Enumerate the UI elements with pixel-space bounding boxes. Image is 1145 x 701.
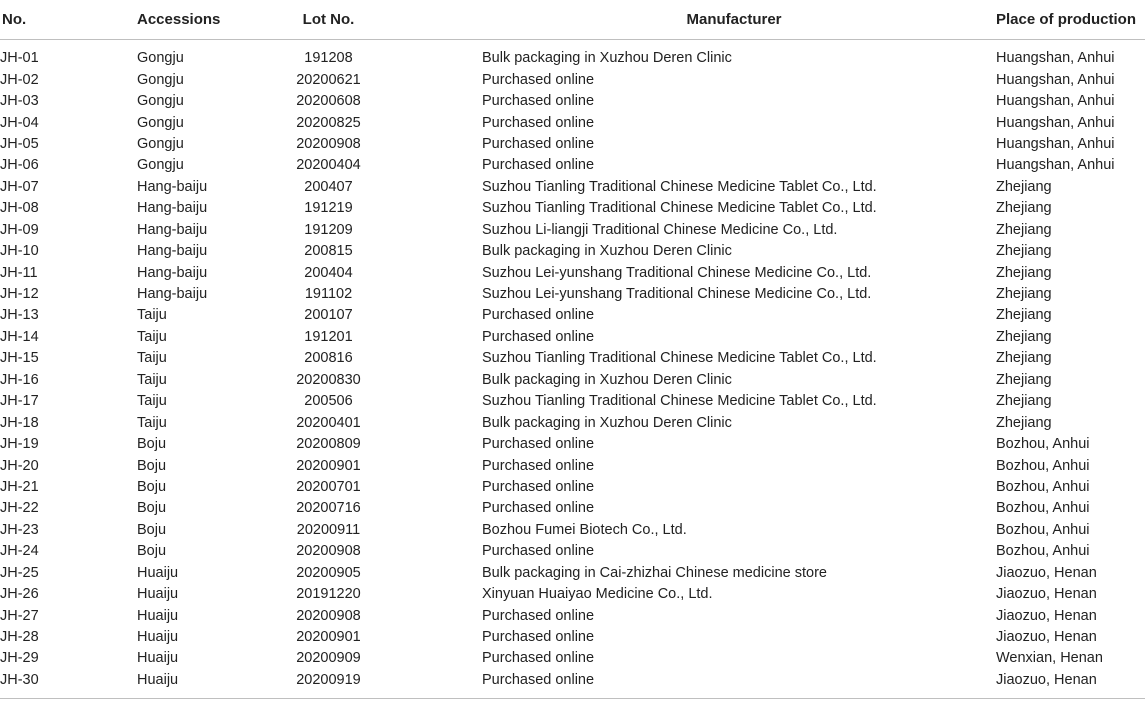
cell-no: JH-05 bbox=[0, 135, 39, 152]
cell-place-of-production: Zhejiang bbox=[996, 243, 1052, 260]
cell-place-of-production: Bozhou, Anhui bbox=[996, 543, 1090, 560]
table-row bbox=[0, 370, 1145, 391]
cell-lot-no: 20200901 bbox=[296, 629, 361, 646]
table-row bbox=[0, 563, 1145, 584]
cell-place-of-production: Huangshan, Anhui bbox=[996, 135, 1115, 152]
cell-accession: Hang-baiju bbox=[137, 200, 208, 217]
cell-no: JH-07 bbox=[0, 178, 39, 195]
cell-no: JH-02 bbox=[0, 71, 39, 88]
cell-lot-no: 200107 bbox=[304, 307, 353, 324]
cell-accession: Huaiju bbox=[137, 586, 179, 603]
cell-no: JH-14 bbox=[0, 328, 39, 345]
cell-accession: Taiju bbox=[137, 307, 167, 324]
table-row bbox=[0, 262, 1145, 283]
cell-manufacturer: Purchased online bbox=[482, 478, 595, 495]
cell-manufacturer: Bulk packaging in Xuzhou Deren Clinic bbox=[482, 243, 732, 260]
table-row bbox=[0, 348, 1145, 369]
column-header-accessions: Accessions bbox=[137, 0, 259, 40]
cell-no: JH-20 bbox=[0, 457, 39, 474]
cell-place-of-production: Jiaozuo, Henan bbox=[996, 629, 1097, 646]
cell-no: JH-01 bbox=[0, 50, 39, 67]
cell-lot-no: 20200401 bbox=[296, 414, 361, 431]
cell-accession: Taiju bbox=[137, 328, 167, 345]
cell-place-of-production: Zhejiang bbox=[996, 200, 1052, 217]
table-row bbox=[0, 391, 1145, 412]
cell-lot-no: 20200809 bbox=[296, 436, 361, 453]
table-row bbox=[0, 284, 1145, 305]
cell-lot-no: 191102 bbox=[304, 286, 353, 303]
cell-place-of-production: Bozhou, Anhui bbox=[996, 457, 1090, 474]
table-row bbox=[0, 91, 1145, 112]
cell-accession: Gongju bbox=[137, 135, 184, 152]
table-header bbox=[0, 0, 1145, 40]
cell-manufacturer: Bulk packaging in Xuzhou Deren Clinic bbox=[482, 50, 732, 67]
cell-no: JH-22 bbox=[0, 500, 39, 517]
table-row bbox=[0, 541, 1145, 562]
cell-manufacturer: Purchased online bbox=[482, 543, 595, 560]
table-row bbox=[0, 670, 1145, 691]
cell-place-of-production: Zhejiang bbox=[996, 178, 1052, 195]
table-row bbox=[0, 477, 1145, 498]
table-row bbox=[0, 177, 1145, 198]
cell-no: JH-19 bbox=[0, 436, 39, 453]
cell-accession: Taiju bbox=[137, 350, 167, 367]
cell-manufacturer: Suzhou Tianling Traditional Chinese Medicine Tablet Co., Ltd. bbox=[482, 393, 877, 410]
cell-no: JH-29 bbox=[0, 650, 39, 667]
cell-no: JH-11 bbox=[0, 264, 38, 281]
cell-manufacturer: Purchased online bbox=[482, 307, 595, 324]
cell-lot-no: 20200908 bbox=[296, 607, 361, 624]
cell-manufacturer: Xinyuan Huaiyao Medicine Co., Ltd. bbox=[482, 586, 713, 603]
cell-no: JH-04 bbox=[0, 114, 39, 131]
cell-no: JH-18 bbox=[0, 414, 39, 431]
cell-lot-no: 20200908 bbox=[296, 135, 361, 152]
header-row bbox=[0, 0, 1145, 40]
cell-manufacturer: Purchased online bbox=[482, 457, 595, 474]
column-header-lot-no: Lot No. bbox=[259, 0, 482, 40]
cell-lot-no: 191208 bbox=[304, 50, 353, 67]
table-row bbox=[0, 412, 1145, 433]
cell-accession: Taiju bbox=[137, 414, 167, 431]
cell-no: JH-28 bbox=[0, 629, 39, 646]
cell-place-of-production: Jiaozuo, Henan bbox=[996, 564, 1097, 581]
cell-lot-no: 20200908 bbox=[296, 543, 361, 560]
cell-lot-no: 20200716 bbox=[296, 500, 361, 517]
cell-no: JH-15 bbox=[0, 350, 39, 367]
cell-no: JH-10 bbox=[0, 243, 39, 260]
cell-manufacturer: Purchased online bbox=[482, 135, 595, 152]
column-header-no: No. bbox=[0, 0, 137, 40]
cell-no: JH-23 bbox=[0, 521, 39, 538]
cell-manufacturer: Purchased online bbox=[482, 93, 595, 110]
cell-place-of-production: Huangshan, Anhui bbox=[996, 157, 1115, 174]
cell-accession: Hang-baiju bbox=[137, 264, 208, 281]
cell-place-of-production: Zhejiang bbox=[996, 350, 1052, 367]
cell-lot-no: 20200919 bbox=[296, 671, 361, 688]
table-row bbox=[0, 605, 1145, 626]
cell-manufacturer: Purchased online bbox=[482, 500, 595, 517]
cell-accession: Boju bbox=[137, 436, 167, 453]
cell-lot-no: 20200830 bbox=[296, 371, 361, 388]
cell-place-of-production: Zhejiang bbox=[996, 221, 1052, 238]
cell-no: JH-30 bbox=[0, 671, 39, 688]
cell-lot-no: 20200621 bbox=[296, 71, 361, 88]
cell-accession: Boju bbox=[137, 478, 167, 495]
table-bottom-rule bbox=[0, 698, 1145, 699]
cell-no: JH-03 bbox=[0, 93, 39, 110]
cell-lot-no: 20200905 bbox=[296, 564, 361, 581]
table-row bbox=[0, 648, 1145, 669]
cell-place-of-production: Zhejiang bbox=[996, 414, 1052, 431]
cell-no: JH-21 bbox=[0, 478, 39, 495]
cell-no: JH-12 bbox=[0, 286, 39, 303]
cell-place-of-production: Huangshan, Anhui bbox=[996, 93, 1115, 110]
cell-accession: Gongju bbox=[137, 71, 184, 88]
cell-place-of-production: Huangshan, Anhui bbox=[996, 114, 1115, 131]
cell-manufacturer: Purchased online bbox=[482, 328, 595, 345]
cell-accession: Huaiju bbox=[137, 650, 179, 667]
cell-manufacturer: Purchased online bbox=[482, 114, 595, 131]
cell-manufacturer: Suzhou Li-liangji Traditional Chinese Medicine Co., Ltd. bbox=[482, 221, 838, 238]
table-row bbox=[0, 455, 1145, 476]
table-row bbox=[0, 40, 1145, 70]
cell-place-of-production: Bozhou, Anhui bbox=[996, 436, 1090, 453]
table-row bbox=[0, 584, 1145, 605]
table-row bbox=[0, 327, 1145, 348]
cell-no: JH-27 bbox=[0, 607, 39, 624]
cell-lot-no: 191209 bbox=[304, 221, 353, 238]
cell-manufacturer: Suzhou Lei-yunshang Traditional Chinese Medicine Co., Ltd. bbox=[482, 264, 872, 281]
table-row bbox=[0, 627, 1145, 648]
table-row bbox=[0, 155, 1145, 176]
cell-lot-no: 20200825 bbox=[296, 114, 361, 131]
cell-no: JH-24 bbox=[0, 543, 39, 560]
cell-accession: Gongju bbox=[137, 157, 184, 174]
cell-lot-no: 200407 bbox=[304, 178, 353, 195]
cell-accession: Huaiju bbox=[137, 671, 179, 688]
cell-lot-no: 20200909 bbox=[296, 650, 361, 667]
cell-place-of-production: Jiaozuo, Henan bbox=[996, 607, 1097, 624]
cell-no: JH-17 bbox=[0, 393, 39, 410]
cell-accession: Huaiju bbox=[137, 629, 179, 646]
cell-manufacturer: Bozhou Fumei Biotech Co., Ltd. bbox=[482, 521, 687, 538]
table-row bbox=[0, 305, 1145, 326]
column-header-place-of-production: Place of production bbox=[996, 0, 1145, 40]
table-row bbox=[0, 69, 1145, 90]
cell-lot-no: 20200701 bbox=[296, 478, 361, 495]
cell-lot-no: 191201 bbox=[304, 328, 353, 345]
table-row bbox=[0, 434, 1145, 455]
cell-accession: Boju bbox=[137, 543, 167, 560]
cell-accession: Boju bbox=[137, 521, 167, 538]
cell-accession: Hang-baiju bbox=[137, 286, 208, 303]
cell-manufacturer: Suzhou Lei-yunshang Traditional Chinese Medicine Co., Ltd. bbox=[482, 286, 872, 303]
cell-no: JH-26 bbox=[0, 586, 39, 603]
cell-lot-no: 191219 bbox=[304, 200, 353, 217]
cell-manufacturer: Purchased online bbox=[482, 671, 595, 688]
cell-place-of-production: Jiaozuo, Henan bbox=[996, 671, 1097, 688]
cell-manufacturer: Bulk packaging in Cai-zhizhai Chinese medicine store bbox=[482, 564, 827, 581]
cell-manufacturer: Bulk packaging in Xuzhou Deren Clinic bbox=[482, 414, 732, 431]
cell-accession: Boju bbox=[137, 457, 167, 474]
cell-manufacturer: Suzhou Tianling Traditional Chinese Medicine Tablet Co., Ltd. bbox=[482, 178, 877, 195]
cell-manufacturer: Purchased online bbox=[482, 629, 595, 646]
cell-accession: Hang-baiju bbox=[137, 178, 208, 195]
cell-no: JH-08 bbox=[0, 200, 39, 217]
table-row bbox=[0, 241, 1145, 262]
table-body bbox=[0, 40, 1145, 692]
cell-no: JH-13 bbox=[0, 307, 39, 324]
cell-lot-no: 200816 bbox=[304, 350, 353, 367]
table-row bbox=[0, 498, 1145, 519]
table-row bbox=[0, 134, 1145, 155]
cell-accession: Boju bbox=[137, 500, 167, 517]
cell-place-of-production: Zhejiang bbox=[996, 286, 1052, 303]
cell-lot-no: 200404 bbox=[304, 264, 353, 281]
cell-accession: Hang-baiju bbox=[137, 221, 208, 238]
cell-lot-no: 20191220 bbox=[296, 586, 361, 603]
cell-place-of-production: Huangshan, Anhui bbox=[996, 71, 1115, 88]
cell-manufacturer: Purchased online bbox=[482, 436, 595, 453]
cell-no: JH-25 bbox=[0, 564, 39, 581]
cell-place-of-production: Bozhou, Anhui bbox=[996, 478, 1090, 495]
table-row bbox=[0, 112, 1145, 133]
cell-accession: Taiju bbox=[137, 371, 167, 388]
cell-accession: Gongju bbox=[137, 50, 184, 67]
cell-lot-no: 20200911 bbox=[296, 521, 361, 538]
cell-place-of-production: Zhejiang bbox=[996, 264, 1052, 281]
cell-lot-no: 20200404 bbox=[296, 157, 361, 174]
cell-accession: Gongju bbox=[137, 114, 184, 131]
cell-lot-no: 20200901 bbox=[296, 457, 361, 474]
cell-no: JH-16 bbox=[0, 371, 39, 388]
cell-accession: Huaiju bbox=[137, 564, 179, 581]
cell-accession: Hang-baiju bbox=[137, 243, 208, 260]
cell-place-of-production: Zhejiang bbox=[996, 307, 1052, 324]
cell-accession: Gongju bbox=[137, 93, 184, 110]
cell-accession: Huaiju bbox=[137, 607, 179, 624]
cell-lot-no: 20200608 bbox=[296, 93, 361, 110]
table-row bbox=[0, 520, 1145, 541]
cell-place-of-production: Zhejiang bbox=[996, 328, 1052, 345]
cell-lot-no: 200815 bbox=[304, 243, 353, 260]
cell-place-of-production: Jiaozuo, Henan bbox=[996, 586, 1097, 603]
cell-manufacturer: Purchased online bbox=[482, 607, 595, 624]
table-row bbox=[0, 198, 1145, 219]
cell-manufacturer: Purchased online bbox=[482, 650, 595, 667]
cell-no: JH-09 bbox=[0, 221, 39, 238]
cell-manufacturer: Purchased online bbox=[482, 157, 595, 174]
cell-place-of-production: Zhejiang bbox=[996, 371, 1052, 388]
cell-no: JH-06 bbox=[0, 157, 39, 174]
cell-place-of-production: Wenxian, Henan bbox=[996, 650, 1103, 667]
cell-place-of-production: Bozhou, Anhui bbox=[996, 521, 1090, 538]
cell-manufacturer: Bulk packaging in Xuzhou Deren Clinic bbox=[482, 371, 732, 388]
cell-place-of-production: Huangshan, Anhui bbox=[996, 50, 1115, 67]
cell-accession: Taiju bbox=[137, 393, 167, 410]
column-header-manufacturer: Manufacturer bbox=[482, 0, 996, 40]
cell-manufacturer: Suzhou Tianling Traditional Chinese Medicine Tablet Co., Ltd. bbox=[482, 350, 877, 367]
cell-place-of-production: Zhejiang bbox=[996, 393, 1052, 410]
cell-manufacturer: Suzhou Tianling Traditional Chinese Medicine Tablet Co., Ltd. bbox=[482, 200, 877, 217]
cell-lot-no: 200506 bbox=[304, 393, 353, 410]
cell-place-of-production: Bozhou, Anhui bbox=[996, 500, 1090, 517]
cell-manufacturer: Purchased online bbox=[482, 71, 595, 88]
table-row bbox=[0, 220, 1145, 241]
